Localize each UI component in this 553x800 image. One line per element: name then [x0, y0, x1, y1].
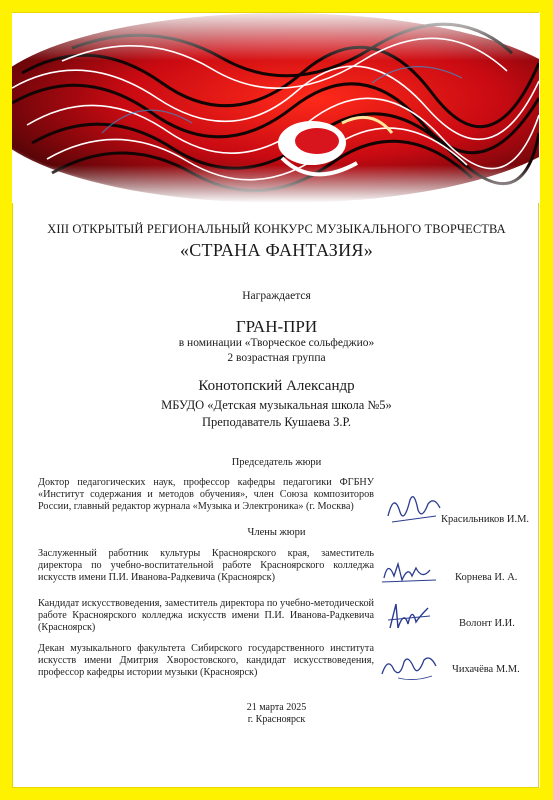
chairman-heading: Председатель жюри [231, 457, 322, 468]
member-2-description: Кандидат искусствоведения, заместитель директора по учебно-методической работе Красноярского колледжа искусств имени П.И. Иванова-Радкевича (Красноярск) [38, 598, 374, 634]
school-name: МБУДО «Детская музыкальная школа №5» [161, 398, 392, 412]
signature [384, 598, 434, 636]
signature [384, 486, 444, 530]
member-1-description: Заслуженный работник культуры Красноярского края, заместитель директора по учебно-воспитательной работе Красноярского колледжа искусств имени П.И. Иванова-Радкевича (Красноярск) [38, 548, 374, 584]
certificate-city: г. Красноярск [247, 714, 306, 725]
member-1-name: Корнева И. А. [455, 572, 518, 583]
contest-name: «СТРАНА ФАНТАЗИЯ» [179, 240, 374, 260]
member-3-description: Декан музыкального факультета Сибирского государственного института искусств имени Дмитрия Хворостовского, кандидат искусствоведения, профессор кафедры истории музыки (Красноярск) [38, 643, 374, 679]
awarded-label: Награждается [242, 290, 311, 302]
chairman-description: Доктор педагогических наук, профессор кафедры педагогики ФГБНУ «Институт содержания и методов обучения», член Союза композиторов России, главный редактор журнала «Музыка и Электроника» (г. Москва) [38, 477, 374, 513]
certificate-date: 21 марта 2025 [246, 702, 307, 713]
signature [378, 648, 440, 684]
nomination: в номинации «Творческое сольфеджио» [178, 337, 375, 349]
recipient-name: Конотопский Александр [198, 378, 355, 394]
member-3-name: Чихачёва М.М. [452, 664, 520, 675]
contest-heading: XIII ОТКРЫТЫЙ РЕГИОНАЛЬНЫЙ КОНКУРС МУЗЫКАЛЬНОГО ТВОРЧЕСТВА [47, 222, 506, 236]
members-heading: Члены жюри [247, 527, 306, 538]
age-group: 2 возрастная группа [227, 352, 326, 364]
abstract-banner-art [12, 13, 539, 203]
member-2-name: Волонт И.И. [459, 618, 515, 629]
teacher-name: Преподаватель Кушаева З.Р. [201, 415, 352, 429]
award-title: ГРАН-ПРИ [235, 317, 318, 336]
chairman-name: Красильников И.М. [441, 514, 530, 525]
signature [380, 556, 440, 590]
